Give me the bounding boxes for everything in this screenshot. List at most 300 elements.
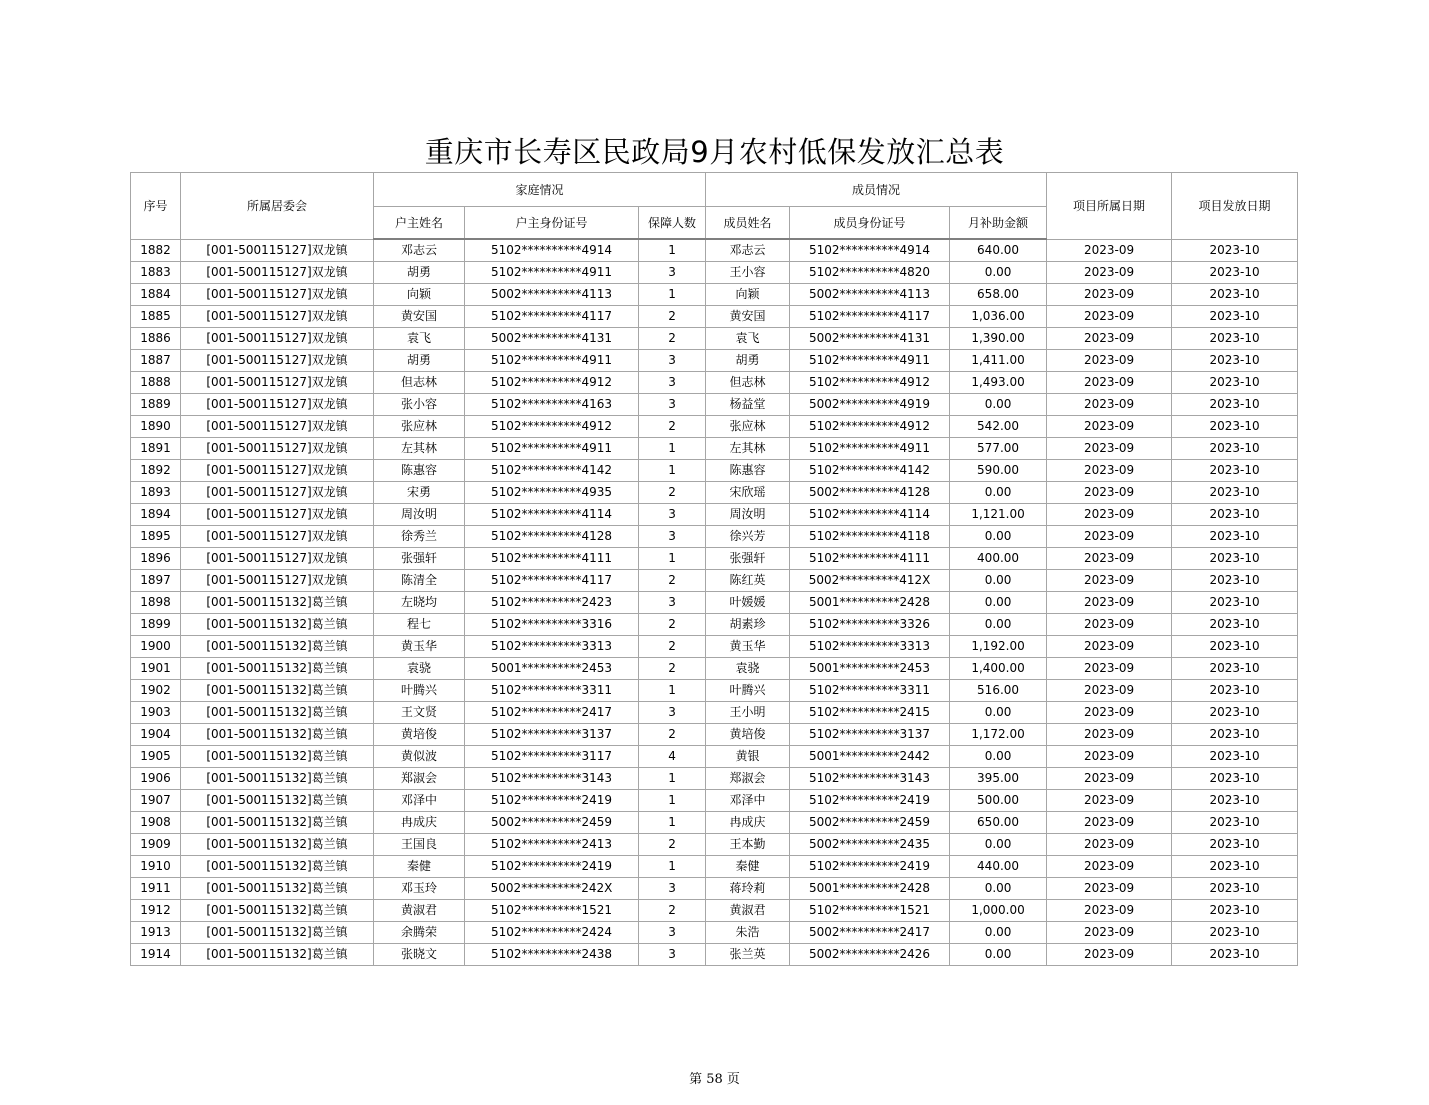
table-row [131,658,1298,680]
table-row [131,790,1298,812]
cell-committee: [001-500115127]双龙镇 [181,482,374,504]
cell-member-name: 王小容 [706,262,790,284]
cell-head-name: 郑淑会 [374,768,465,790]
cell-member-name: 但志林 [706,372,790,394]
cell-seq: 1912 [131,900,181,922]
cell-seq: 1889 [131,394,181,416]
cell-head-id: 5102**********4142 [465,460,639,482]
cell-monthly-amount: 400.00 [950,548,1047,570]
cell-committee: [001-500115127]双龙镇 [181,350,374,372]
cell-member-name: 袁骁 [706,658,790,680]
cell-seq: 1895 [131,526,181,548]
cell-issue-date: 2023-10 [1172,636,1298,658]
cell-head-id: 5102**********3137 [465,724,639,746]
cell-committee: [001-500115127]双龙镇 [181,548,374,570]
cell-guaranteed-count: 2 [639,328,706,350]
cell-monthly-amount: 1,390.00 [950,328,1047,350]
cell-seq: 1897 [131,570,181,592]
cell-project-date: 2023-09 [1047,614,1172,636]
header-family-group: 家庭情况 [374,173,706,207]
header-issue-date: 项目发放日期 [1172,173,1298,240]
cell-guaranteed-count: 2 [639,834,706,856]
cell-member-name: 黄安国 [706,306,790,328]
cell-issue-date: 2023-10 [1172,658,1298,680]
cell-issue-date: 2023-10 [1172,900,1298,922]
cell-head-id: 5102**********3143 [465,768,639,790]
cell-member-name: 黄银 [706,746,790,768]
cell-issue-date: 2023-10 [1172,724,1298,746]
cell-project-date: 2023-09 [1047,526,1172,548]
cell-project-date: 2023-09 [1047,504,1172,526]
cell-monthly-amount: 440.00 [950,856,1047,878]
cell-seq: 1894 [131,504,181,526]
cell-head-id: 5102**********4912 [465,372,639,394]
cell-monthly-amount: 577.00 [950,438,1047,460]
cell-member-id: 5102**********2415 [790,702,950,724]
cell-project-date: 2023-09 [1047,900,1172,922]
cell-guaranteed-count: 1 [639,856,706,878]
cell-project-date: 2023-09 [1047,812,1172,834]
cell-monthly-amount: 0.00 [950,878,1047,900]
cell-head-id: 5102**********4128 [465,526,639,548]
cell-member-id: 5102**********4911 [790,438,950,460]
cell-head-name: 黄淑君 [374,900,465,922]
cell-head-id: 5102**********4914 [465,239,639,262]
header-guaranteed-count: 保障人数 [639,207,706,240]
cell-member-id: 5001**********2428 [790,592,950,614]
cell-seq: 1891 [131,438,181,460]
cell-guaranteed-count: 3 [639,944,706,966]
cell-project-date: 2023-09 [1047,636,1172,658]
cell-seq: 1886 [131,328,181,350]
cell-committee: [001-500115132]葛兰镇 [181,900,374,922]
cell-committee: [001-500115127]双龙镇 [181,262,374,284]
cell-issue-date: 2023-10 [1172,438,1298,460]
cell-member-id: 5102**********4117 [790,306,950,328]
cell-monthly-amount: 0.00 [950,482,1047,504]
cell-issue-date: 2023-10 [1172,878,1298,900]
relief-summary-table [130,172,1298,966]
cell-member-id: 5002**********2435 [790,834,950,856]
cell-head-name: 陈清全 [374,570,465,592]
cell-member-id: 5102**********3143 [790,768,950,790]
cell-seq: 1890 [131,416,181,438]
table-row [131,438,1298,460]
cell-guaranteed-count: 2 [639,570,706,592]
table-row [131,306,1298,328]
cell-head-id: 5102**********2413 [465,834,639,856]
cell-head-id: 5102**********3117 [465,746,639,768]
cell-committee: [001-500115127]双龙镇 [181,526,374,548]
cell-issue-date: 2023-10 [1172,570,1298,592]
cell-seq: 1905 [131,746,181,768]
cell-monthly-amount: 500.00 [950,790,1047,812]
cell-committee: [001-500115132]葛兰镇 [181,724,374,746]
cell-project-date: 2023-09 [1047,570,1172,592]
cell-member-name: 邓泽中 [706,790,790,812]
cell-head-id: 5102**********2424 [465,922,639,944]
cell-monthly-amount: 1,172.00 [950,724,1047,746]
cell-project-date: 2023-09 [1047,658,1172,680]
cell-member-name: 王小明 [706,702,790,724]
cell-head-id: 5102**********4117 [465,306,639,328]
cell-guaranteed-count: 4 [639,746,706,768]
cell-member-name: 郑淑会 [706,768,790,790]
header-member-name: 成员姓名 [706,207,790,240]
cell-member-id: 5102**********3313 [790,636,950,658]
cell-monthly-amount: 650.00 [950,812,1047,834]
table-row [131,504,1298,526]
cell-member-id: 5102**********4912 [790,416,950,438]
cell-monthly-amount: 0.00 [950,944,1047,966]
cell-head-id: 5102**********4911 [465,262,639,284]
cell-committee: [001-500115132]葛兰镇 [181,702,374,724]
cell-member-id: 5002**********4113 [790,284,950,306]
cell-monthly-amount: 0.00 [950,834,1047,856]
cell-project-date: 2023-09 [1047,680,1172,702]
cell-issue-date: 2023-10 [1172,284,1298,306]
cell-head-name: 邓泽中 [374,790,465,812]
cell-member-name: 蒋玲莉 [706,878,790,900]
cell-head-name: 黄似波 [374,746,465,768]
cell-seq: 1909 [131,834,181,856]
cell-monthly-amount: 0.00 [950,702,1047,724]
cell-seq: 1913 [131,922,181,944]
header-committee: 所属居委会 [181,173,374,240]
cell-head-name: 黄玉华 [374,636,465,658]
cell-committee: [001-500115132]葛兰镇 [181,592,374,614]
cell-project-date: 2023-09 [1047,944,1172,966]
cell-committee: [001-500115132]葛兰镇 [181,922,374,944]
cell-project-date: 2023-09 [1047,262,1172,284]
cell-head-name: 张强轩 [374,548,465,570]
cell-member-id: 5102**********3326 [790,614,950,636]
cell-guaranteed-count: 2 [639,614,706,636]
table-row [131,328,1298,350]
cell-committee: [001-500115132]葛兰镇 [181,812,374,834]
cell-project-date: 2023-09 [1047,239,1172,262]
cell-head-name: 徐秀兰 [374,526,465,548]
cell-project-date: 2023-09 [1047,372,1172,394]
table-row [131,548,1298,570]
cell-committee: [001-500115127]双龙镇 [181,372,374,394]
cell-project-date: 2023-09 [1047,922,1172,944]
cell-monthly-amount: 1,493.00 [950,372,1047,394]
cell-committee: [001-500115132]葛兰镇 [181,834,374,856]
cell-seq: 1896 [131,548,181,570]
cell-seq: 1914 [131,944,181,966]
table-row [131,900,1298,922]
cell-committee: [001-500115132]葛兰镇 [181,614,374,636]
cell-member-name: 叶腾兴 [706,680,790,702]
cell-head-name: 左其林 [374,438,465,460]
cell-head-name: 秦健 [374,856,465,878]
cell-head-id: 5002**********4113 [465,284,639,306]
cell-issue-date: 2023-10 [1172,812,1298,834]
cell-project-date: 2023-09 [1047,702,1172,724]
cell-issue-date: 2023-10 [1172,592,1298,614]
cell-head-name: 余腾荣 [374,922,465,944]
cell-member-name: 朱浩 [706,922,790,944]
cell-monthly-amount: 1,036.00 [950,306,1047,328]
cell-seq: 1910 [131,856,181,878]
page-number: 第 58 页 [689,1072,740,1087]
table-row [131,394,1298,416]
cell-head-id: 5102**********3313 [465,636,639,658]
table-row [131,482,1298,504]
cell-committee: [001-500115127]双龙镇 [181,460,374,482]
table-row [131,592,1298,614]
cell-monthly-amount: 0.00 [950,746,1047,768]
table-row [131,372,1298,394]
table-row [131,922,1298,944]
cell-head-id: 5102**********4117 [465,570,639,592]
cell-member-name: 黄培俊 [706,724,790,746]
cell-committee: [001-500115127]双龙镇 [181,570,374,592]
cell-monthly-amount: 0.00 [950,570,1047,592]
cell-monthly-amount: 395.00 [950,768,1047,790]
cell-seq: 1892 [131,460,181,482]
cell-member-name: 张兰英 [706,944,790,966]
table-row [131,350,1298,372]
cell-committee: [001-500115132]葛兰镇 [181,944,374,966]
cell-seq: 1902 [131,680,181,702]
header-project-date: 项目所属日期 [1047,173,1172,240]
cell-issue-date: 2023-10 [1172,768,1298,790]
report-title: 重庆市长寿区民政局9月农村低保发放汇总表 [424,135,1005,169]
cell-member-id: 5102**********4114 [790,504,950,526]
cell-issue-date: 2023-10 [1172,460,1298,482]
header-member-id: 成员身份证号 [790,207,950,240]
cell-issue-date: 2023-10 [1172,922,1298,944]
cell-head-id: 5002**********2459 [465,812,639,834]
cell-member-name: 叶媛媛 [706,592,790,614]
cell-guaranteed-count: 1 [639,812,706,834]
cell-head-id: 5102**********3311 [465,680,639,702]
table-row [131,768,1298,790]
cell-issue-date: 2023-10 [1172,702,1298,724]
cell-committee: [001-500115132]葛兰镇 [181,636,374,658]
cell-head-name: 袁飞 [374,328,465,350]
cell-monthly-amount: 1,000.00 [950,900,1047,922]
cell-project-date: 2023-09 [1047,394,1172,416]
table-header [131,173,1298,240]
table-row [131,460,1298,482]
table-row [131,636,1298,658]
cell-seq: 1898 [131,592,181,614]
cell-issue-date: 2023-10 [1172,526,1298,548]
table-row [131,614,1298,636]
cell-issue-date: 2023-10 [1172,790,1298,812]
cell-guaranteed-count: 2 [639,416,706,438]
cell-committee: [001-500115127]双龙镇 [181,284,374,306]
cell-head-name: 邓玉玲 [374,878,465,900]
cell-member-name: 王本勤 [706,834,790,856]
cell-member-id: 5102**********3311 [790,680,950,702]
table-row [131,702,1298,724]
table-row [131,746,1298,768]
cell-project-date: 2023-09 [1047,350,1172,372]
cell-monthly-amount: 0.00 [950,592,1047,614]
cell-project-date: 2023-09 [1047,482,1172,504]
cell-head-id: 5102**********4911 [465,350,639,372]
cell-member-id: 5102**********4912 [790,372,950,394]
cell-committee: [001-500115127]双龙镇 [181,394,374,416]
cell-guaranteed-count: 3 [639,878,706,900]
cell-head-id: 5102**********4163 [465,394,639,416]
cell-project-date: 2023-09 [1047,438,1172,460]
cell-committee: [001-500115132]葛兰镇 [181,768,374,790]
cell-head-id: 5002**********242X [465,878,639,900]
table-row [131,239,1298,262]
table-row [131,878,1298,900]
cell-seq: 1899 [131,614,181,636]
cell-head-id: 5102**********2419 [465,790,639,812]
cell-issue-date: 2023-10 [1172,239,1298,262]
cell-monthly-amount: 590.00 [950,460,1047,482]
cell-guaranteed-count: 1 [639,460,706,482]
cell-head-name: 张小容 [374,394,465,416]
header-seq: 序号 [131,173,181,240]
cell-committee: [001-500115132]葛兰镇 [181,856,374,878]
cell-member-id: 5002**********412X [790,570,950,592]
cell-member-name: 周汝明 [706,504,790,526]
cell-issue-date: 2023-10 [1172,372,1298,394]
cell-committee: [001-500115132]葛兰镇 [181,790,374,812]
cell-member-id: 5102**********4914 [790,239,950,262]
cell-seq: 1911 [131,878,181,900]
cell-guaranteed-count: 3 [639,372,706,394]
cell-guaranteed-count: 1 [639,680,706,702]
cell-head-id: 5002**********4131 [465,328,639,350]
table-row [131,944,1298,966]
cell-issue-date: 2023-10 [1172,856,1298,878]
cell-guaranteed-count: 1 [639,438,706,460]
header-monthly-amount: 月补助金额 [950,207,1047,240]
cell-monthly-amount: 0.00 [950,614,1047,636]
cell-seq: 1900 [131,636,181,658]
cell-head-name: 胡勇 [374,350,465,372]
cell-head-id: 5001**********2453 [465,658,639,680]
cell-member-name: 冉成庆 [706,812,790,834]
cell-project-date: 2023-09 [1047,790,1172,812]
table-row [131,680,1298,702]
header-head-id: 户主身份证号 [465,207,639,240]
cell-member-id: 5102**********1521 [790,900,950,922]
cell-monthly-amount: 0.00 [950,526,1047,548]
cell-monthly-amount: 516.00 [950,680,1047,702]
cell-guaranteed-count: 3 [639,592,706,614]
cell-monthly-amount: 0.00 [950,262,1047,284]
cell-committee: [001-500115132]葛兰镇 [181,658,374,680]
cell-issue-date: 2023-10 [1172,834,1298,856]
cell-project-date: 2023-09 [1047,416,1172,438]
cell-issue-date: 2023-10 [1172,504,1298,526]
cell-issue-date: 2023-10 [1172,614,1298,636]
cell-member-id: 5102**********3137 [790,724,950,746]
cell-seq: 1906 [131,768,181,790]
table-row [131,570,1298,592]
cell-member-id: 5002**********4919 [790,394,950,416]
cell-guaranteed-count: 2 [639,636,706,658]
cell-head-name: 邓志云 [374,239,465,262]
cell-committee: [001-500115132]葛兰镇 [181,878,374,900]
cell-member-id: 5002**********2417 [790,922,950,944]
cell-seq: 1908 [131,812,181,834]
cell-issue-date: 2023-10 [1172,350,1298,372]
cell-head-name: 张晓文 [374,944,465,966]
cell-issue-date: 2023-10 [1172,416,1298,438]
cell-seq: 1884 [131,284,181,306]
table-row [131,812,1298,834]
cell-member-id: 5002**********4131 [790,328,950,350]
cell-head-name: 程七 [374,614,465,636]
cell-head-id: 5102**********3316 [465,614,639,636]
cell-project-date: 2023-09 [1047,834,1172,856]
cell-guaranteed-count: 2 [639,724,706,746]
cell-issue-date: 2023-10 [1172,306,1298,328]
cell-project-date: 2023-09 [1047,746,1172,768]
cell-member-name: 黄玉华 [706,636,790,658]
cell-project-date: 2023-09 [1047,724,1172,746]
cell-member-name: 胡素珍 [706,614,790,636]
cell-issue-date: 2023-10 [1172,262,1298,284]
table-row [131,856,1298,878]
cell-member-id: 5002**********4128 [790,482,950,504]
cell-committee: [001-500115127]双龙镇 [181,306,374,328]
cell-head-name: 叶腾兴 [374,680,465,702]
cell-project-date: 2023-09 [1047,768,1172,790]
cell-member-name: 陈惠容 [706,460,790,482]
cell-guaranteed-count: 1 [639,239,706,262]
cell-monthly-amount: 0.00 [950,922,1047,944]
cell-head-name: 王文贤 [374,702,465,724]
cell-guaranteed-count: 3 [639,922,706,944]
cell-project-date: 2023-09 [1047,878,1172,900]
cell-guaranteed-count: 1 [639,284,706,306]
cell-seq: 1887 [131,350,181,372]
cell-member-name: 陈红英 [706,570,790,592]
cell-head-name: 但志林 [374,372,465,394]
cell-issue-date: 2023-10 [1172,944,1298,966]
cell-issue-date: 2023-10 [1172,482,1298,504]
cell-member-name: 袁飞 [706,328,790,350]
cell-issue-date: 2023-10 [1172,328,1298,350]
cell-guaranteed-count: 3 [639,394,706,416]
cell-member-id: 5102**********2419 [790,856,950,878]
cell-head-name: 张应林 [374,416,465,438]
cell-guaranteed-count: 2 [639,900,706,922]
header-member-group: 成员情况 [706,173,1047,207]
cell-monthly-amount: 0.00 [950,394,1047,416]
cell-member-id: 5102**********4118 [790,526,950,548]
cell-committee: [001-500115127]双龙镇 [181,416,374,438]
table-row [131,416,1298,438]
cell-head-name: 陈惠容 [374,460,465,482]
cell-project-date: 2023-09 [1047,284,1172,306]
cell-guaranteed-count: 3 [639,504,706,526]
cell-monthly-amount: 1,400.00 [950,658,1047,680]
cell-member-id: 5002**********2426 [790,944,950,966]
cell-head-id: 5102**********4912 [465,416,639,438]
cell-project-date: 2023-09 [1047,460,1172,482]
cell-issue-date: 2023-10 [1172,680,1298,702]
cell-seq: 1888 [131,372,181,394]
cell-member-name: 杨益堂 [706,394,790,416]
cell-member-id: 5001**********2453 [790,658,950,680]
cell-monthly-amount: 640.00 [950,239,1047,262]
cell-committee: [001-500115132]葛兰镇 [181,680,374,702]
